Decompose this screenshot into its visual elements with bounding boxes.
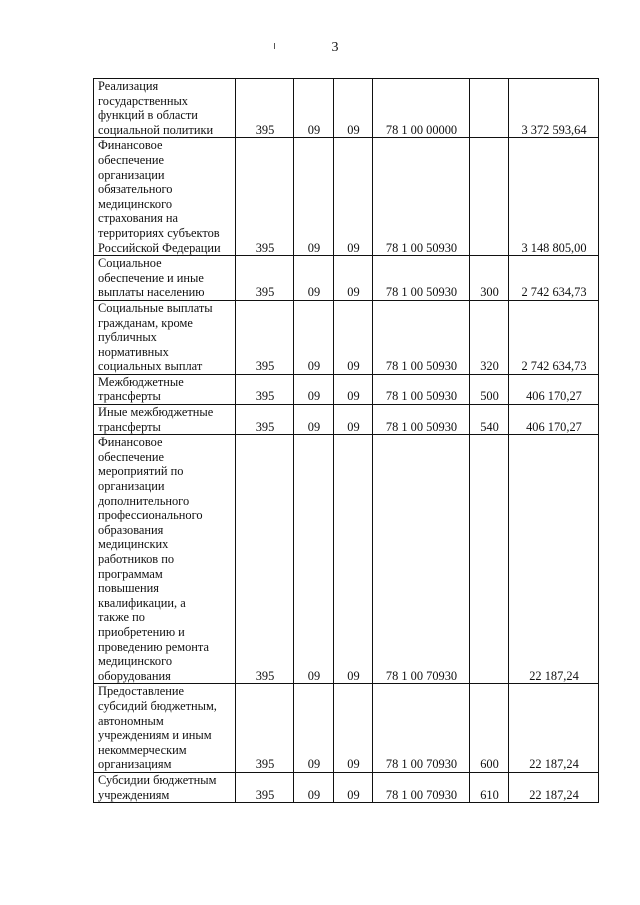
subsection-cell: 09 [334, 435, 373, 684]
item-name-line: гражданам, кроме [98, 315, 193, 330]
subsection-cell: 09 [334, 79, 373, 138]
item-name-line: квалификации, а [98, 595, 186, 610]
ministry-code-cell: 395 [236, 256, 294, 301]
section-cell: 09 [294, 79, 334, 138]
section-cell: 09 [294, 772, 334, 802]
item-name-cell [94, 405, 236, 435]
table-row [94, 405, 599, 435]
section-cell: 09 [294, 684, 334, 773]
item-name-cell [94, 79, 236, 138]
item-name-line: медицинского [98, 654, 173, 669]
target-article-cell: 78 1 00 70930 [373, 684, 470, 773]
expense-type-cell [470, 138, 509, 256]
item-name-line: Межбюджетные [98, 374, 184, 389]
amount-cell: 406 170,27 [509, 405, 599, 435]
item-name-line: Социальное [98, 256, 162, 271]
amount-cell: 3 148 805,00 [509, 138, 599, 256]
target-article-cell: 78 1 00 50930 [373, 300, 470, 374]
expense-type-cell: 500 [470, 374, 509, 404]
ministry-code-cell: 395 [236, 435, 294, 684]
item-name-line: учреждениям и иным [98, 728, 212, 743]
amount-cell: 22 187,24 [509, 435, 599, 684]
item-name-line: организации [98, 479, 165, 494]
item-name-line: также по [98, 610, 145, 625]
ministry-code-cell: 395 [236, 300, 294, 374]
item-name-line: трансферты [98, 419, 161, 434]
subsection-cell: 09 [334, 138, 373, 256]
item-name-cell [94, 435, 236, 684]
item-name-cell [94, 684, 236, 773]
item-name-line: страхования на [98, 211, 179, 226]
item-name-line: трансферты [98, 389, 161, 404]
item-name-line: повышения [98, 581, 160, 596]
item-name-line: медицинского [98, 196, 173, 211]
item-name-line: обеспечение [98, 449, 164, 464]
subsection-cell: 09 [334, 772, 373, 802]
item-name-line: социальных выплат [98, 359, 203, 374]
item-name-line: учреждениям [98, 787, 170, 802]
budget-table-wrapper [93, 78, 599, 803]
expense-type-cell: 600 [470, 684, 509, 773]
section-cell: 09 [294, 374, 334, 404]
item-name-line: выплаты населению [98, 285, 205, 300]
item-name-line: Финансовое [98, 138, 163, 153]
item-name-line: мероприятий по [98, 464, 184, 479]
section-cell: 09 [294, 256, 334, 301]
scan-mark [274, 43, 275, 49]
target-article-cell: 78 1 00 00000 [373, 79, 470, 138]
item-name-line: программам [98, 566, 163, 581]
item-name-line: субсидий бюджетным, [98, 698, 217, 713]
target-article-cell: 78 1 00 70930 [373, 772, 470, 802]
item-name-line: Социальные выплаты [98, 300, 213, 315]
amount-cell: 22 187,24 [509, 772, 599, 802]
target-article-cell: 78 1 00 50930 [373, 374, 470, 404]
target-article-cell: 78 1 00 50930 [373, 256, 470, 301]
item-name-cell [94, 256, 236, 301]
section-cell: 09 [294, 138, 334, 256]
item-name-line: оборудования [98, 668, 171, 683]
subsection-cell: 09 [334, 405, 373, 435]
target-article-cell: 78 1 00 50930 [373, 138, 470, 256]
item-name-line: некоммерческим [98, 742, 187, 757]
item-name-line: социальной политики [98, 122, 214, 137]
subsection-cell: 09 [334, 374, 373, 404]
item-name-cell [94, 772, 236, 802]
table-row [94, 772, 599, 802]
item-name-line: Финансовое [98, 435, 163, 450]
table-row [94, 79, 599, 138]
item-name-line: Субсидии бюджетным [98, 772, 217, 787]
ministry-code-cell: 395 [236, 772, 294, 802]
item-name-line: организациям [98, 757, 172, 772]
page-number: 3 [331, 40, 339, 55]
expense-type-cell: 320 [470, 300, 509, 374]
budget-table [93, 78, 599, 803]
target-article-cell: 78 1 00 50930 [373, 405, 470, 435]
ministry-code-cell: 395 [236, 79, 294, 138]
section-cell: 09 [294, 405, 334, 435]
ministry-code-cell: 395 [236, 405, 294, 435]
table-row [94, 374, 599, 404]
table-row [94, 138, 599, 256]
subsection-cell: 09 [334, 256, 373, 301]
item-name-line: обеспечение и иные [98, 270, 204, 285]
item-name-cell [94, 138, 236, 256]
item-name-line: медицинских [98, 537, 169, 552]
item-name-line: приобретению и [98, 624, 185, 639]
expense-type-cell [470, 435, 509, 684]
expense-type-cell: 300 [470, 256, 509, 301]
item-name-line: образования [98, 522, 164, 537]
section-cell: 09 [294, 300, 334, 374]
table-row [94, 435, 599, 684]
ministry-code-cell: 395 [236, 138, 294, 256]
table-row [94, 256, 599, 301]
amount-cell: 2 742 634,73 [509, 256, 599, 301]
item-name-cell [94, 374, 236, 404]
item-name-line: обеспечение [98, 152, 164, 167]
item-name-line: функций в области [98, 108, 198, 123]
subsection-cell: 09 [334, 684, 373, 773]
amount-cell: 406 170,27 [509, 374, 599, 404]
amount-cell: 22 187,24 [509, 684, 599, 773]
section-cell: 09 [294, 435, 334, 684]
item-name-line: Реализация [98, 79, 159, 93]
amount-cell: 2 742 634,73 [509, 300, 599, 374]
item-name-line: профессионального [98, 508, 203, 523]
item-name-line: дополнительного [98, 493, 190, 508]
ministry-code-cell: 395 [236, 684, 294, 773]
item-name-line: Российской Федерации [98, 240, 221, 255]
item-name-line: Иные межбюджетные [98, 405, 214, 420]
amount-cell: 3 372 593,64 [509, 79, 599, 138]
item-name-line: проведению ремонта [98, 639, 209, 654]
subsection-cell: 09 [334, 300, 373, 374]
item-name-cell [94, 300, 236, 374]
item-name-line: территориях субъектов [98, 225, 220, 240]
item-name-line: работников по [98, 552, 175, 566]
expense-type-cell [470, 79, 509, 138]
expense-type-cell: 540 [470, 405, 509, 435]
item-name-line: нормативных [98, 344, 169, 359]
table-row [94, 300, 599, 374]
item-name-line: публичных [98, 330, 157, 345]
target-article-cell: 78 1 00 70930 [373, 435, 470, 684]
ministry-code-cell: 395 [236, 374, 294, 404]
table-row [94, 684, 599, 773]
item-name-line: организации [98, 167, 165, 182]
item-name-line: обязательного [98, 182, 173, 197]
item-name-line: автономным [98, 713, 164, 728]
budget-table-body [94, 79, 599, 803]
item-name-line: государственных [98, 93, 189, 108]
item-name-line: Предоставление [98, 684, 184, 699]
expense-type-cell: 610 [470, 772, 509, 802]
